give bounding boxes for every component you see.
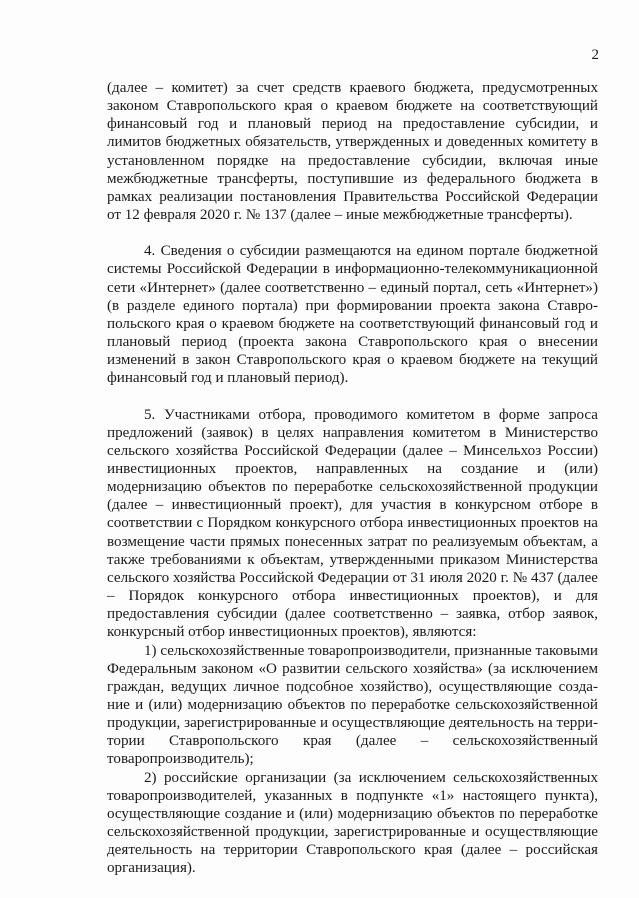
paragraph-4: 4. Сведения о субсидии размещаются на едином портале бюджетной системы Российской Федерации в информационно-телекоммуникационной сети «Интернет» (далее соответственно – единый портал, сеть «Интернет») (в разделе единого портала) при формировании проекта закона Ставропольского края о краевом бюджете на соответствующий финансовый год и плановый период (проекта закона Ставропольского края о внесении изменений в закон Ставропольского края о краевом бюджете на текущий финансовый год и плановый период). bbox=[107, 243, 598, 387]
paragraph-5: 5. Участниками отбора, проводимого комитетом в форме запроса предложений (заявок) в целях направления комитетом в Министерство сельского хозяйства Российской Федерации (далее – Минсельхоз России) инвестиционных проектов, направленных на создание и (или) модернизацию объектов по переработке сельскохозяйственной продукции (далее – инвестиционный проект), для участия в конкурсном отборе в соответствии с Порядком конкурсного отбора инвестиционных проектов на возмещение части прямых понесенных затрат по реализуемым объектам, а также требованиями к объектам, утвержденными приказом Министерства сельского хозяйства Российской Федерации от 31 июля 2020 г. № 437 (далее – Порядок конкурсного отбора инвестиционных проектов), и для предоставления субсидии (далее соответственно – заявка, отбор заявок, конкурсный отбор инвестиционных проектов), являются: bbox=[107, 406, 598, 641]
document-body bbox=[107, 79, 598, 878]
paragraph-continuation: (далее – комитет) за счет средств краевого бюджета, предусмотренных законом Ставропольского края о краевом бюджете на соответствующий финансовый год и плановый период на предоставление субсидии, и лимитов бюджетных обязательств, утвержденных и доведенных комитету в установленном порядке на предоставление субсидии, включая иные межбюджетные трансферты, поступившие из федерального бюджета в рамках реализации постановления Правительства Российской Федерации от 12 февраля 2020 г. № 137 (далее – иные межбюджетные трансферты). bbox=[107, 80, 598, 224]
subparagraph-2: 2) российские организации (за исключением сельскохозяйственных товаропроизводителей, указанных в подпункте «1» настоящего пункта), осуществляющие создание и (или) модернизацию объектов по переработке сельскохозяйственной продукции, зарегистрированные и осуществляющие деятельность на территории Ставропольского края (далее – российская организация). bbox=[107, 769, 598, 877]
page-number: 2 bbox=[591, 47, 599, 63]
subparagraph-1: 1) сельскохозяйственные товаропроизводители, признанные таковыми Федеральным законом «О развитии сельского хозяйства» (за исключением граждан, ведущих личное подсобное хозяйство), осуществляющие создание и (или) модернизацию объектов по переработке сельскохозяйственной продукции, зарегистрированные и осуществляющие деятельность на территории Ставропольского края (далее – сельскохозяйственный товаропроизводитель); bbox=[107, 642, 599, 768]
